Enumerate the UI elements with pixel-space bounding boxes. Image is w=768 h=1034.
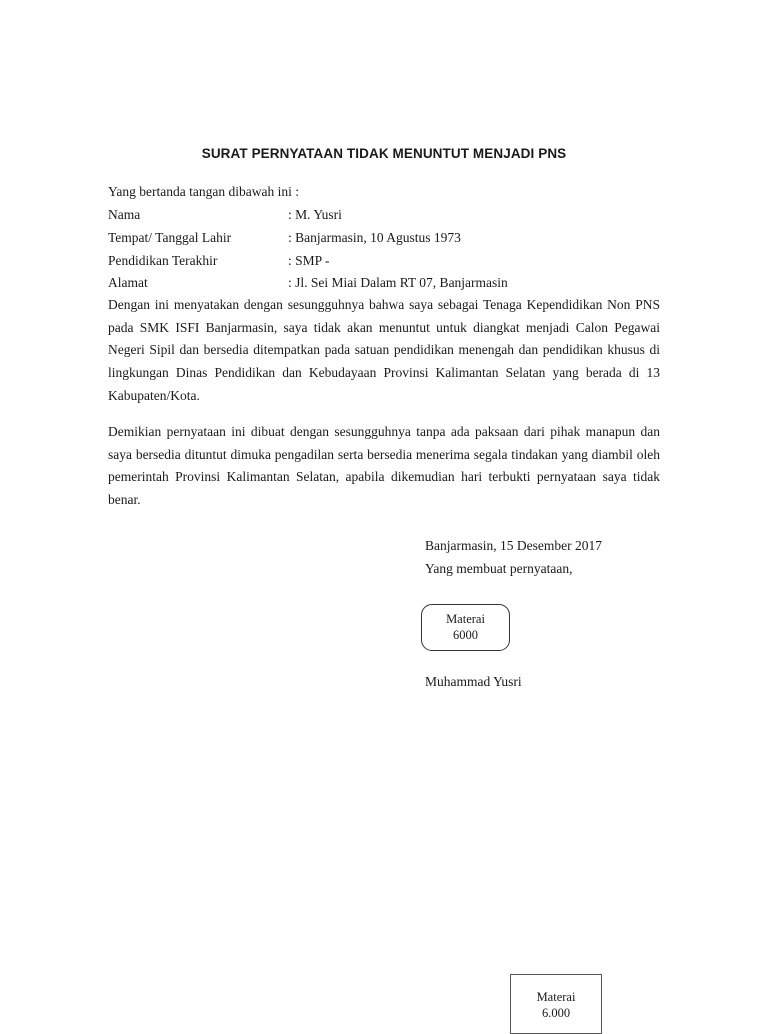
field-value: : Jl. Sei Miai Dalam RT 07, Banjarmasin xyxy=(288,275,508,290)
stamp-value: 6000 xyxy=(453,628,478,642)
paragraph-closing: Demikian pernyataan ini dibuat dengan sesungguhnya tanpa ada paksaan dari pihak manapun dan saya bersedia dituntut dimuka pengadilan serta bersedia menerima segala tindakan yang diambil oleh pemerintah Provinsi Kalimantan Selatan, apabila dikemudian hari terbukti pernyataan saya tidak benar. xyxy=(108,424,660,508)
field-label: Alamat xyxy=(108,275,148,290)
intro-text: Yang bertanda tangan dibawah ini : xyxy=(108,184,299,199)
bottom-stamp-value: 6.000 xyxy=(541,1006,571,1020)
signature-maker: Yang membuat pernyataan, xyxy=(425,561,573,576)
document-title: SURAT PERNYATAAN TIDAK MENUNTUT MENJADI PNS xyxy=(201,146,567,161)
field-label: Pendidikan Terakhir xyxy=(108,253,218,268)
signatory-name: Muhammad Yusri xyxy=(425,674,522,689)
signature-place-date: Banjarmasin, 15 Desember 2017 xyxy=(425,538,602,553)
field-row-pendidikan xyxy=(108,253,330,269)
field-row-alamat xyxy=(108,275,508,291)
field-value: : M. Yusri xyxy=(288,207,342,222)
stamp-label: Materai xyxy=(446,612,485,626)
field-value: : SMP - xyxy=(288,253,330,268)
bottom-stamp-box xyxy=(510,974,602,1034)
field-value: : Banjarmasin, 10 Agustus 1973 xyxy=(288,230,461,245)
field-row-nama xyxy=(108,207,342,223)
paragraph-statement: Dengan ini menyatakan dengan sesungguhnya bahwa saya sebagai Tenaga Kependidikan Non PNS pada SMK ISFI Banjarmasin, saya tidak akan menuntut untuk diangkat menjadi Calon Pegawai Negeri Sipil dan bersedia ditempatkan pada satuan pendidikan menengah dan pendidikan khusus di lingkungan Dinas Pendidikan dan Kebudayaan Provinsi Kalimantan Selatan yang berada di 13 Kabupaten/Kota. xyxy=(108,297,660,403)
field-row-ttl xyxy=(108,230,461,246)
bottom-stamp-label: Materai xyxy=(536,990,576,1004)
field-label: Nama xyxy=(108,207,141,222)
field-label: Tempat/ Tanggal Lahir xyxy=(108,230,232,245)
stamp-box xyxy=(421,604,510,651)
